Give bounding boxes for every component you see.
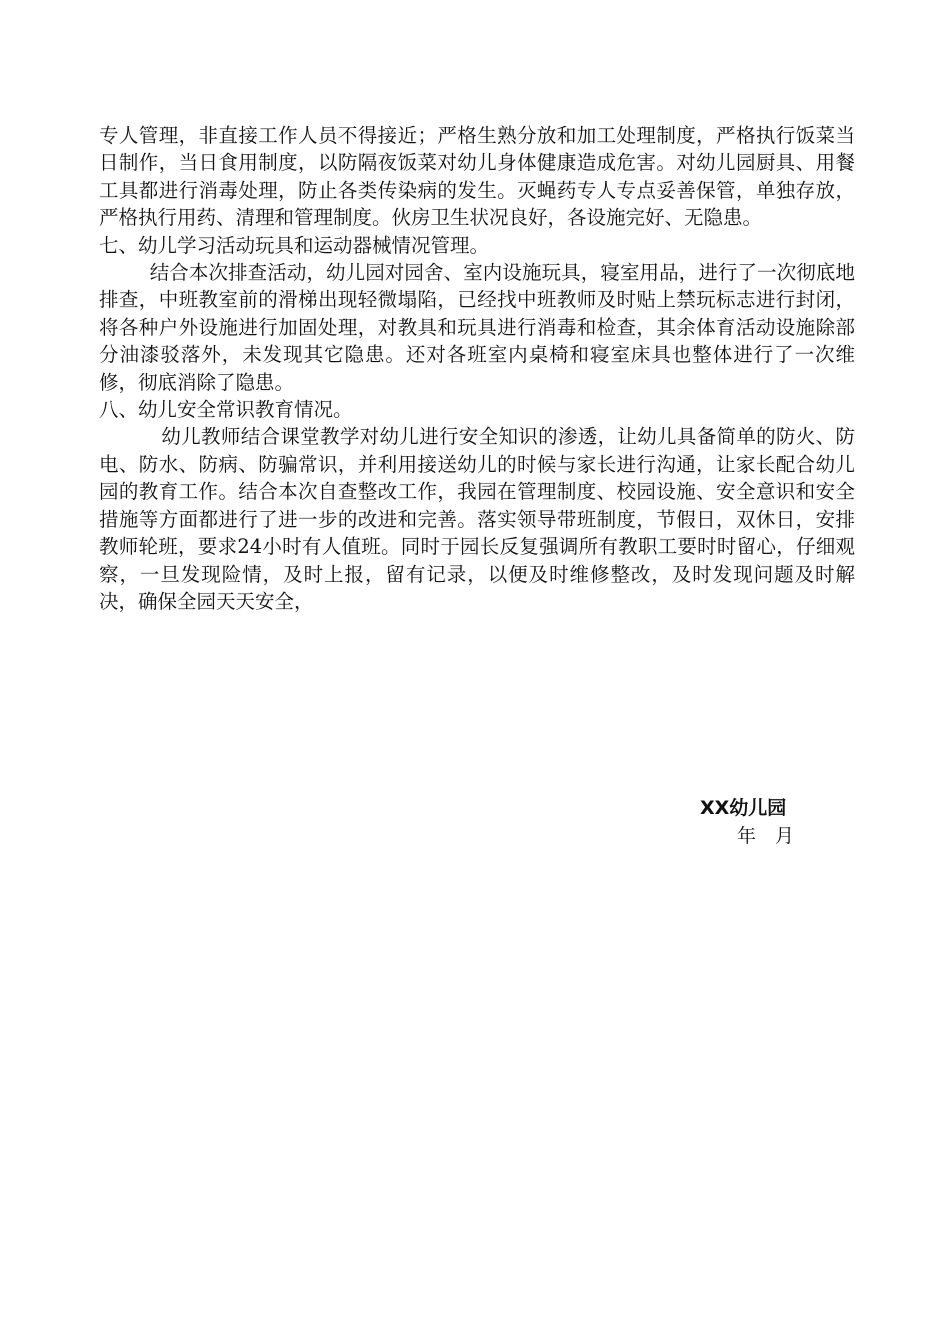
signature-date: 年 月 [737,825,795,847]
signature-kindergarten: XX幼儿园 [700,797,787,819]
section-heading-eight: 八、幼儿安全常识教育情况。 [99,398,353,422]
section-heading-seven: 七、幼儿学习活动玩具和运动器械情况管理。 [99,233,490,257]
paragraph-safety-education: 幼儿教师结合课堂教学对幼儿进行安全知识的渗透，让幼儿具备简单的防火、防电、防水、防病、防骗常识，并利用接送幼儿的时候与家长进行沟通，让家长配合幼儿园的教育工作。结合本次自查整改工作，我园在管理制度、校园设施、安全意识和安全措施等方面都进行了进一步的改进和完善。落实领导带班制度，节假日，双休日，安排教师轮班，要求24小时有人值班。同时于园长反复强调所有教职工要时时留心，仔细观察，一旦发现险情，及时上报，留有记录，以便及时维修整改，及时发现问题及时解决，确保全园天天安全， [99,425,855,613]
document-body [99,122,855,615]
paragraph-kitchen-hygiene: 专人管理，非直接工作人员不得接近；严格生熟分放和加工处理制度，严格执行饭菜当日制作，当日食用制度，以防隔夜饭菜对幼儿身体健康造成危害。对幼儿园厨具、用餐工具都进行消毒处理，防止各类传染病的发生。灭蝇药专人专点妥善保管，单独存放，严格执行用药、清理和管理制度。伙房卫生状况良好，各设施完好、无隐患。 [99,124,855,230]
paragraph-toys-equipment: 结合本次排查活动，幼儿园对园舍、室内设施玩具，寝室用品，进行了一次彻底地排查，中班教室前的滑梯出现轻微塌陷，已经找中班教师及时贴上禁玩标志进行封闭，将各种户外设施进行加固处理，对教具和玩具进行消毒和检查，其余体育活动设施除部分油漆驳落外，未发现其它隐患。还对各班室内桌椅和寝室床具也整体进行了一次维修，彻底消除了隐患。 [99,261,855,394]
